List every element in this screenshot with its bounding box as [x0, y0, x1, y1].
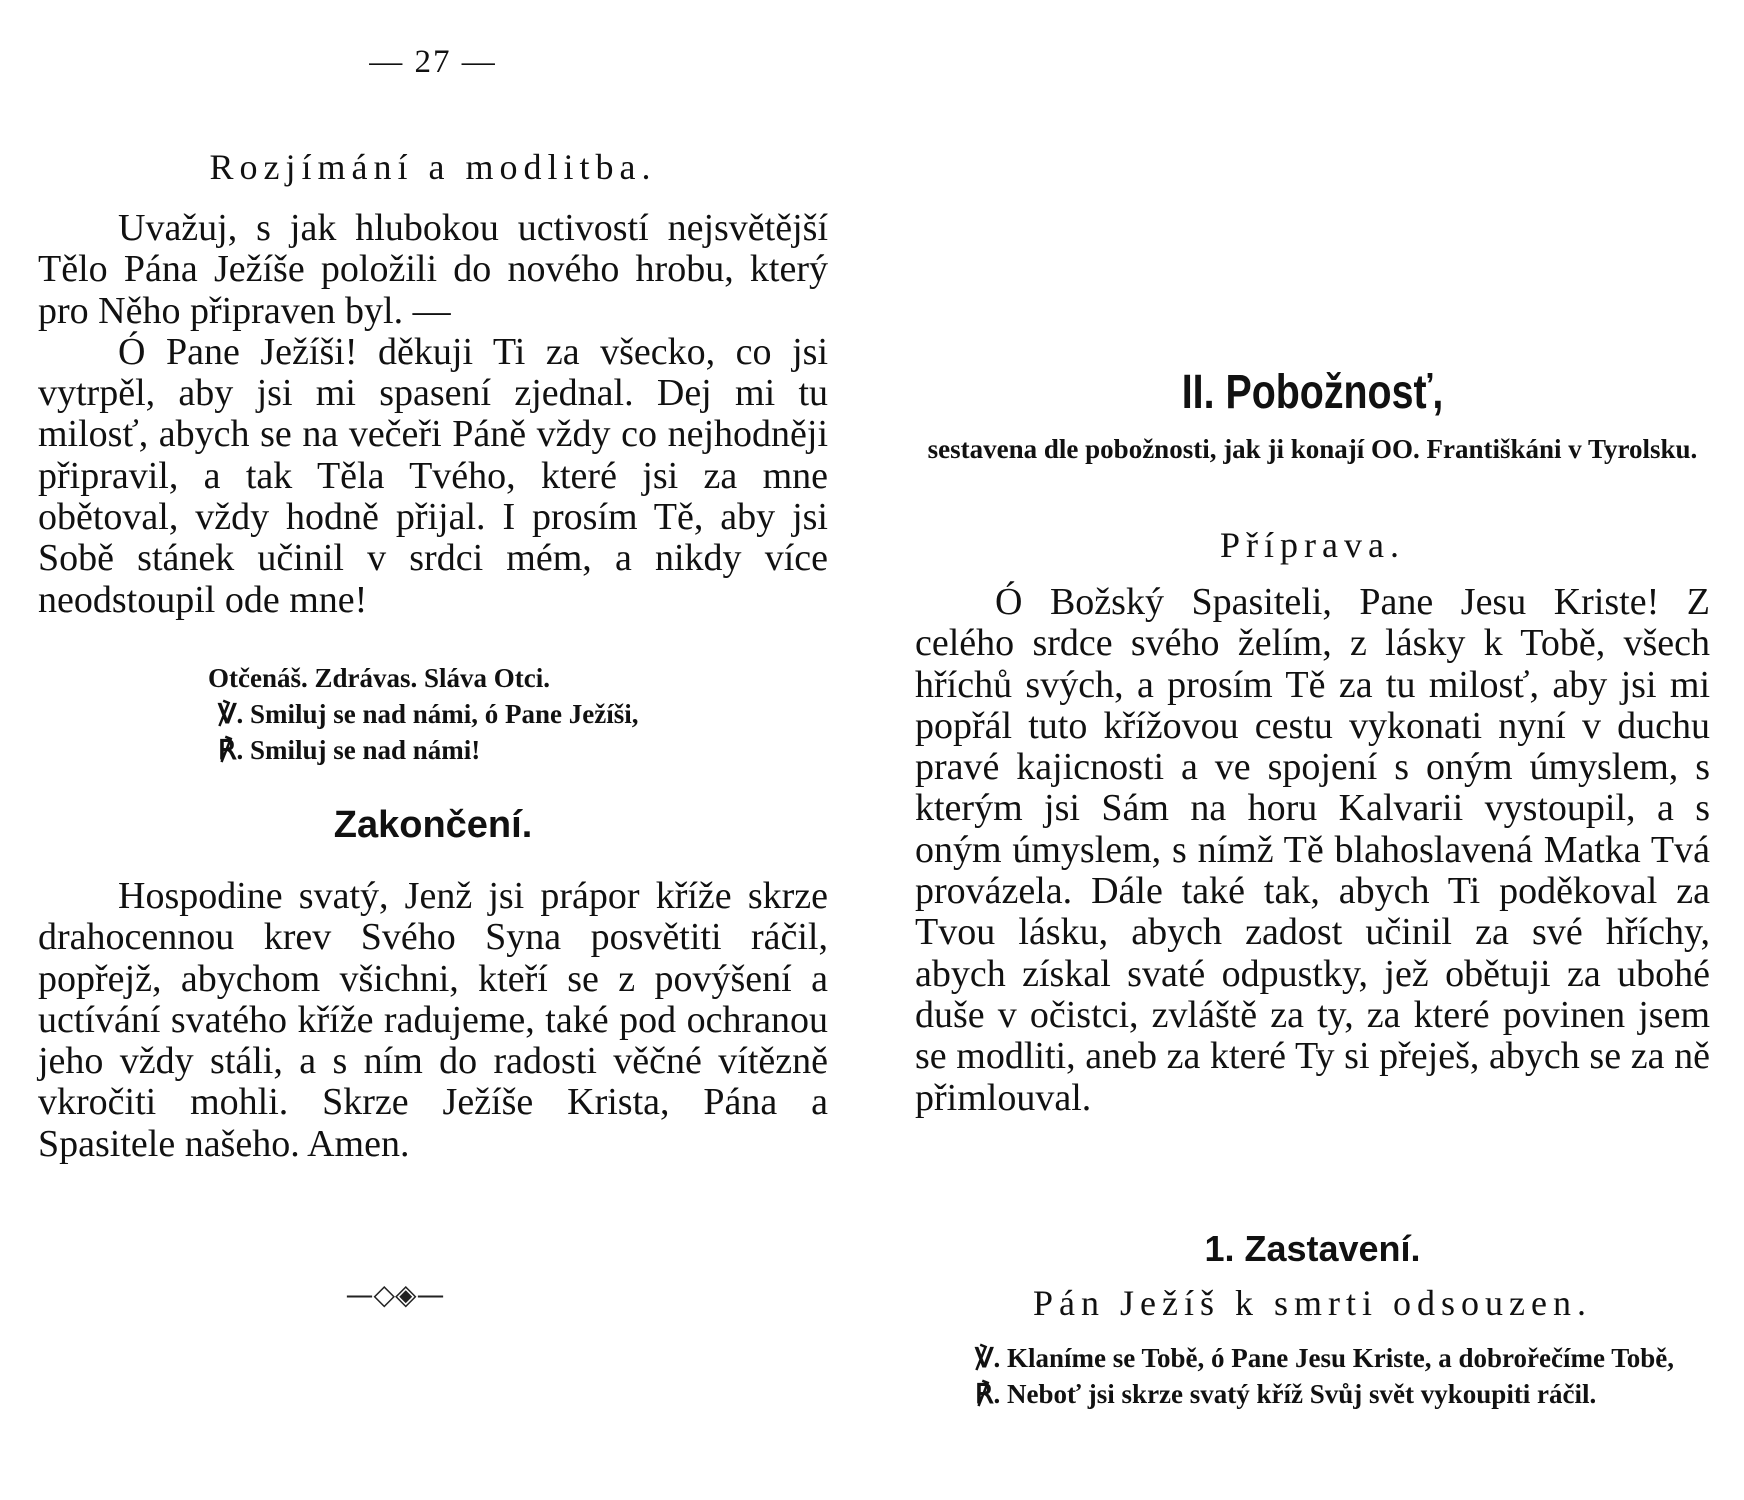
page-number: — 27 — — [369, 44, 497, 80]
station-number: 1. Zastavení. — [1204, 1228, 1421, 1269]
versicle-text: Klaníme se Tobě, ó Pane Jesu Kriste, a dobrořečíme Tobě, — [1006, 1343, 1674, 1373]
versicle-symbol: ℣. — [218, 699, 244, 729]
response-symbol: ℟. — [218, 735, 244, 765]
prayers-block — [208, 660, 808, 768]
preparation-title: Příprava. — [1220, 525, 1405, 565]
station-response — [915, 1376, 1710, 1412]
closing-paragraph: Hospodine svatý, Jenž jsi prápor kříže skrze drahocennou krev Svého Syna posvětiti ráčil, popřejž, abychom všichni, kteří se z povýšení a uctívání svatého kříže radujeme, také pod ochranou jeho vždy stáli, a s ním do radosti věčné vítězně vkročiti mohli. Skrze Ježíše Krista, Pána a Spasitele našeho. Amen. — [38, 875, 828, 1165]
versicle-text: Smiluj se nad námi, ó Pane Ježíši, — [249, 699, 639, 729]
versicle-line — [208, 696, 808, 732]
station-title: Pán Ježíš k smrti odsouzen. — [1033, 1283, 1592, 1323]
closing-title: Zakončení. — [333, 804, 533, 846]
meditation-text — [38, 208, 828, 621]
versicle-symbol: ℣. — [975, 1343, 1001, 1373]
subtitle: sestavena dle pobožnosti, jak ji konají OO. Františkáni v Tyrolsku. — [927, 434, 1698, 464]
response-text: Neboť jsi skrze svatý kříž Svůj svět vykoupiti ráčil. — [1006, 1379, 1597, 1409]
response-text: Smiluj se nad námi! — [249, 735, 481, 765]
section-title: Rozjímání a modlitba. — [209, 147, 657, 187]
preparation-paragraph: Ó Božský Spasiteli, Pane Jesu Kriste! Z celého srdce svého želím, z lásky k Tobě, všech hříchů svých, a prosím Tě za tu milosť, aby jsi mi popřál tuto křížovou cestu vykonati nyní v duchu pravé kajicnosti a ve spojení s oným úmyslem, s kterým jsi Sám na horu Kalvarii vystoupil, a s oným úmyslem, s nímž Tě blahoslavená Matka Tvá provázela. Dále také tak, abych Ti poděkoval za Tvou lásku, abych zadost učinil za své hříchy, abych získal svaté odpustky, jež obětuji za ubohé duše v očistci, zvláště za ty, za které povinen jsem se modliti, aneb za které Ty si přeješ, abych se za ně přimlouval. — [915, 581, 1710, 1119]
meditation-paragraph: Uvažuj, s jak hlubokou uctivostí nejsvětější Tělo Pána Ježíše položili do nového hrobu, který pro Něho připraven byl. — — [38, 207, 828, 332]
ornament-divider: —◇◈— — [345, 1278, 445, 1311]
station-prayers — [915, 1340, 1710, 1412]
closing-text — [38, 876, 828, 1165]
response-line — [208, 732, 808, 768]
prayers-line: Otčenáš. Zdrávas. Sláva Otci. — [208, 663, 550, 693]
prayer-paragraph: Ó Pane Ježíši! děkuji Ti za všecko, co jsi vytrpěl, aby jsi mi spasení zjednal. Dej mi tu milosť, abych se na večeři Páně vždy co nejhodněji připravil, a tak Těla Tvého, které jsi za mne obětoval, vždy hodně přijal. I prosím Tě, aby jsi Sobě stánek učinil v srdci mém, a nikdy více neodstoupil ode mne! — [38, 330, 828, 621]
response-symbol: ℟. — [975, 1379, 1001, 1409]
station-versicle — [915, 1340, 1710, 1376]
main-title: II. Pobožnosť, — [1181, 366, 1444, 419]
preparation-text — [915, 582, 1710, 1119]
